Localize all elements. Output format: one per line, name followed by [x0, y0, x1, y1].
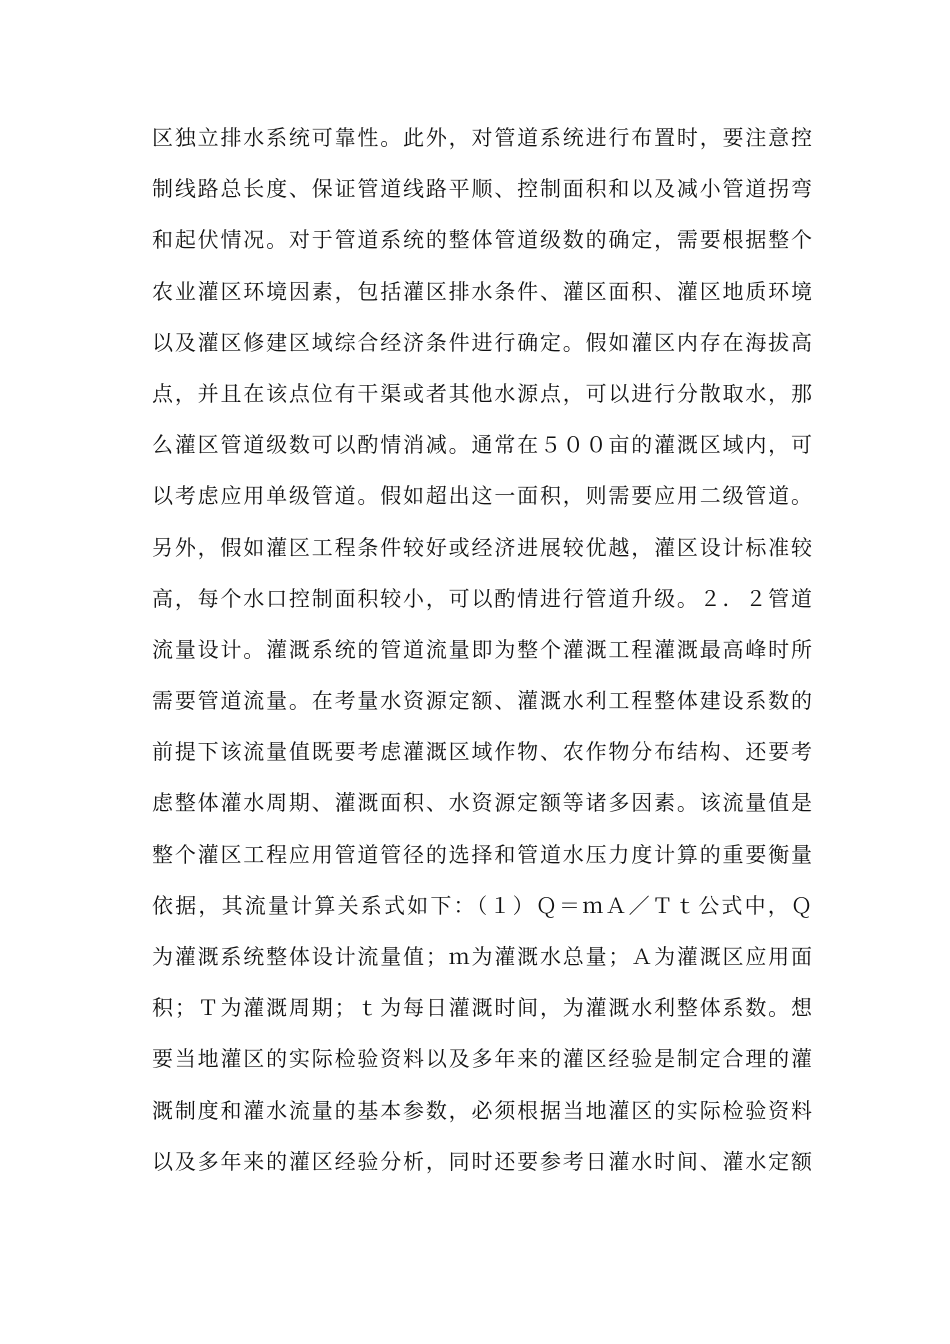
text-line: 高，每个水口控制面积较小，可以酌情进行管道升级。２．２管道	[152, 586, 812, 611]
text-line: 以及灌区修建区域综合经济条件进行确定。假如灌区内存在海拔高	[152, 330, 812, 355]
text-line: 另外，假如灌区工程条件较好或经济进展较优越，灌区设计标准较	[152, 535, 812, 560]
text-line: 依据，其流量计算关系式如下：（１）Ｑ＝ｍＡ／Ｔｔ公式中，Ｑ	[152, 893, 812, 918]
text-line: 虑整体灌水周期、灌溉面积、水资源定额等诸多因素。该流量值是	[152, 791, 812, 816]
text-line: 为灌溉系统整体设计流量值；ｍ为灌溉水总量；Ａ为灌溉区应用面	[152, 945, 812, 969]
text-line: 溉制度和灌水流量的基本参数，必须根据当地灌区的实际检验资料	[152, 1098, 812, 1123]
text-line: 么灌区管道级数可以酌情消减。通常在５００亩的灌溉区域内，可	[152, 433, 812, 458]
text-line: 需要管道流量。在考量水资源定额、灌溉水利工程整体建设系数的	[152, 689, 812, 714]
text-line: 点，并且在该点位有干渠或者其他水源点，可以进行分散取水，那	[152, 381, 812, 406]
text-line: 制线路总长度、保证管道线路平顺、控制面积和以及减小管道拐弯	[152, 177, 812, 202]
text-line: 整个灌区工程应用管道管径的选择和管道水压力度计算的重要衡量	[152, 842, 812, 867]
text-line: 和起伏情况。对于管道系统的整体管道级数的确定，需要根据整个	[152, 228, 812, 253]
text-line: 以及多年来的灌区经验分析，同时还要参考日灌水时间、灌水定额	[152, 1149, 812, 1174]
text-line: 农业灌区环境因素，包括灌区排水条件、灌区面积、灌区地质环境	[152, 279, 812, 304]
text-line: 积；Ｔ为灌溉周期；ｔ为每日灌溉时间，为灌溉水利整体系数。想	[152, 996, 812, 1021]
text-line: 前提下该流量值既要考虑灌溉区域作物、农作物分布结构、还要考	[152, 740, 812, 765]
text-line: 要当地灌区的实际检验资料以及多年来的灌区经验是制定合理的灌	[152, 1047, 812, 1072]
text-line: 流量设计。灌溉系统的管道流量即为整个灌溉工程灌溉最高峰时所	[152, 637, 812, 662]
text-line: 区独立排水系统可靠性。此外，对管道系统进行布置时，要注意控	[152, 126, 812, 150]
body-text	[152, 116, 812, 1191]
text-line: 以考虑应用单级管道。假如超出这一面积，则需要应用二级管道。	[152, 484, 812, 509]
